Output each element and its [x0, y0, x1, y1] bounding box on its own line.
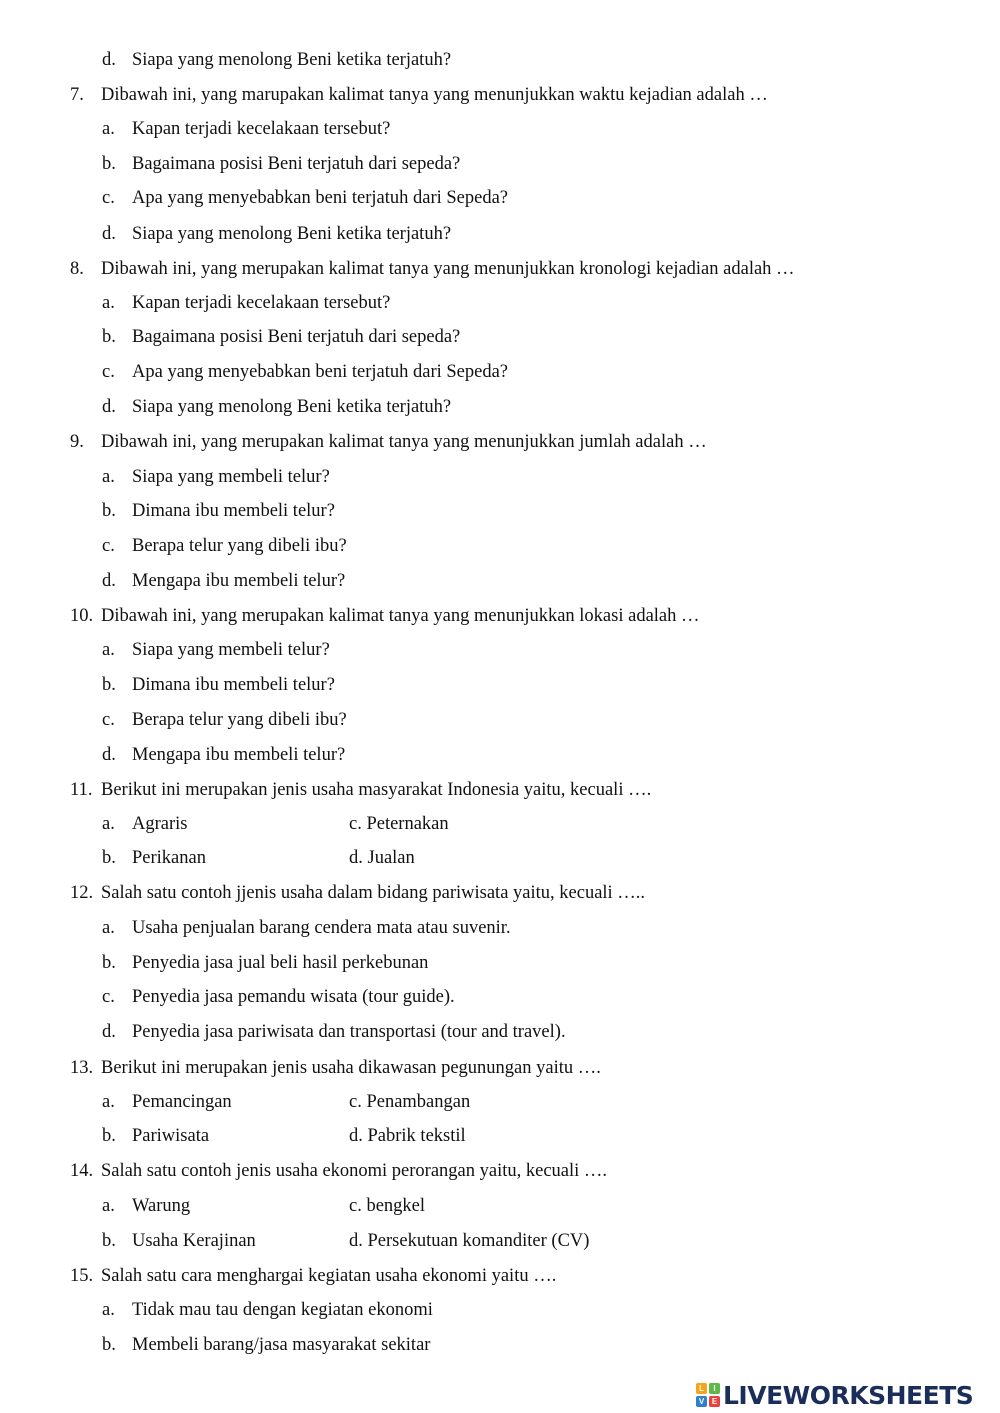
option-letter: a. — [102, 814, 115, 834]
option-letter: c. — [102, 536, 115, 556]
option-letter: d. — [102, 571, 116, 591]
option-letter: b. — [102, 675, 116, 695]
option-letter: a. — [102, 467, 115, 487]
q13-option-c[interactable]: c. Penambangan — [349, 1092, 471, 1112]
option-text: Bagaimana posisi Beni terjatuh dari sepeda? — [132, 327, 461, 347]
liveworksheets-brand[interactable] — [696, 1378, 973, 1412]
option-text: Usaha penjualan barang cendera mata atau suvenir. — [132, 918, 511, 938]
question-text: Berikut ini merupakan jenis usaha dikawasan pegunungan yaitu …. — [101, 1058, 601, 1078]
option-text: Siapa yang menolong Beni ketika terjatuh? — [132, 397, 452, 417]
option-letter: c. — [102, 188, 115, 208]
question-number: 7. — [70, 85, 84, 105]
q14-option-d[interactable]: d. Persekutuan komanditer (CV) — [349, 1231, 590, 1251]
question-text: Dibawah ini, yang marupakan kalimat tanya yang menunjukkan waktu kejadian adalah … — [101, 85, 768, 105]
question-text: Salah satu contoh jjenis usaha dalam bidang pariwisata yaitu, kecuali ….. — [101, 883, 646, 903]
option-text: Siapa yang membeli telur? — [132, 467, 330, 487]
brand-name: LIVEWORKSHEETS — [723, 1380, 974, 1410]
option-letter: d. — [102, 745, 116, 765]
question-text: Salah satu contoh jenis usaha ekonomi perorangan yaitu, kecuali …. — [101, 1161, 608, 1181]
liveworksheets-logo-icon — [696, 1383, 720, 1407]
q13-option-d[interactable]: d. Pabrik tekstil — [349, 1126, 466, 1146]
option-text: Membeli barang/jasa masyarakat sekitar — [132, 1335, 431, 1355]
option-letter: b. — [102, 953, 116, 973]
option-text: Siapa yang membeli telur? — [132, 640, 330, 660]
option-text: Bagaimana posisi Beni terjatuh dari sepeda? — [132, 154, 461, 174]
option-letter: b. — [102, 154, 116, 174]
question-number: 14. — [70, 1161, 94, 1181]
option-text: Apa yang menyebabkan beni terjatuh dari Sepeda? — [132, 362, 509, 382]
question-number: 15. — [70, 1266, 94, 1286]
option-letter: d. — [102, 50, 116, 70]
question-text: Dibawah ini, yang merupakan kalimat tanya yang menunjukkan lokasi adalah … — [101, 606, 700, 626]
option-letter: d. — [102, 224, 116, 244]
option-letter: a. — [102, 119, 115, 139]
option-letter: b. — [102, 1231, 116, 1251]
option-letter: d. — [102, 1022, 116, 1042]
question-number: 12. — [70, 883, 94, 903]
option-text: Dimana ibu membeli telur? — [132, 675, 335, 695]
option-letter: a. — [102, 640, 115, 660]
option-letter: b. — [102, 1335, 116, 1355]
question-text: Dibawah ini, yang merupakan kalimat tanya yang menunjukkan jumlah adalah … — [101, 432, 707, 452]
option-text: Mengapa ibu membeli telur? — [132, 571, 346, 591]
q11-option-a[interactable]: Agraris — [132, 814, 188, 834]
option-letter: c. — [102, 362, 115, 382]
option-letter: a. — [102, 1196, 115, 1216]
question-number: 8. — [70, 259, 84, 279]
option-text: Tidak mau tau dengan kegiatan ekonomi — [132, 1300, 433, 1320]
option-letter: a. — [102, 1092, 115, 1112]
option-text: Berapa telur yang dibeli ibu? — [132, 536, 347, 556]
option-letter: b. — [102, 848, 116, 868]
option-letter: a. — [102, 1300, 115, 1320]
option-letter: c. — [102, 710, 115, 730]
option-text: Dimana ibu membeli telur? — [132, 501, 335, 521]
option-text: Berapa telur yang dibeli ibu? — [132, 710, 347, 730]
option-text: Kapan terjadi kecelakaan tersebut? — [132, 119, 391, 139]
question-number: 10. — [70, 606, 94, 626]
logo-tile-e: E — [709, 1396, 720, 1407]
question-text: Dibawah ini, yang merupakan kalimat tanya yang menunjukkan kronologi kejadian adalah … — [101, 259, 795, 279]
option-text: Siapa yang menolong Beni ketika terjatuh? — [132, 224, 452, 244]
option-text: Penyedia jasa pemandu wisata (tour guide). — [132, 987, 455, 1007]
q14-option-c[interactable]: c. bengkel — [349, 1196, 426, 1216]
option-text: Kapan terjadi kecelakaan tersebut? — [132, 293, 391, 313]
option-text: Penyedia jasa pariwisata dan transportasi (tour and travel). — [132, 1022, 566, 1042]
logo-tile-v: V — [696, 1396, 707, 1407]
logo-tile-l: L — [696, 1383, 707, 1394]
q13-option-a[interactable]: Pemancingan — [132, 1092, 232, 1112]
q11-option-d[interactable]: d. Jualan — [349, 848, 415, 868]
q14-option-b[interactable]: Usaha Kerajinan — [132, 1231, 256, 1251]
q13-option-b[interactable]: Pariwisata — [132, 1126, 210, 1146]
q11-option-c[interactable]: c. Peternakan — [349, 814, 449, 834]
question-number: 11. — [70, 780, 93, 800]
option-letter: a. — [102, 918, 115, 938]
option-letter: b. — [102, 1126, 116, 1146]
option-letter: b. — [102, 327, 116, 347]
question-number: 9. — [70, 432, 84, 452]
option-text: Mengapa ibu membeli telur? — [132, 745, 346, 765]
option-text: Apa yang menyebabkan beni terjatuh dari Sepeda? — [132, 188, 509, 208]
option-text: Siapa yang menolong Beni ketika terjatuh? — [132, 50, 452, 70]
option-letter: c. — [102, 987, 115, 1007]
option-letter: b. — [102, 501, 116, 521]
question-number: 13. — [70, 1058, 94, 1078]
question-text: Salah satu cara menghargai kegiatan usaha ekonomi yaitu …. — [101, 1266, 557, 1286]
q11-option-b[interactable]: Perikanan — [132, 848, 206, 868]
logo-tile-i: I — [709, 1383, 720, 1394]
q14-option-a[interactable]: Warung — [132, 1196, 191, 1216]
option-letter: a. — [102, 293, 115, 313]
option-text: Penyedia jasa jual beli hasil perkebunan — [132, 953, 429, 973]
question-text: Berikut ini merupakan jenis usaha masyarakat Indonesia yaitu, kecuali …. — [101, 780, 652, 800]
option-letter: d. — [102, 397, 116, 417]
